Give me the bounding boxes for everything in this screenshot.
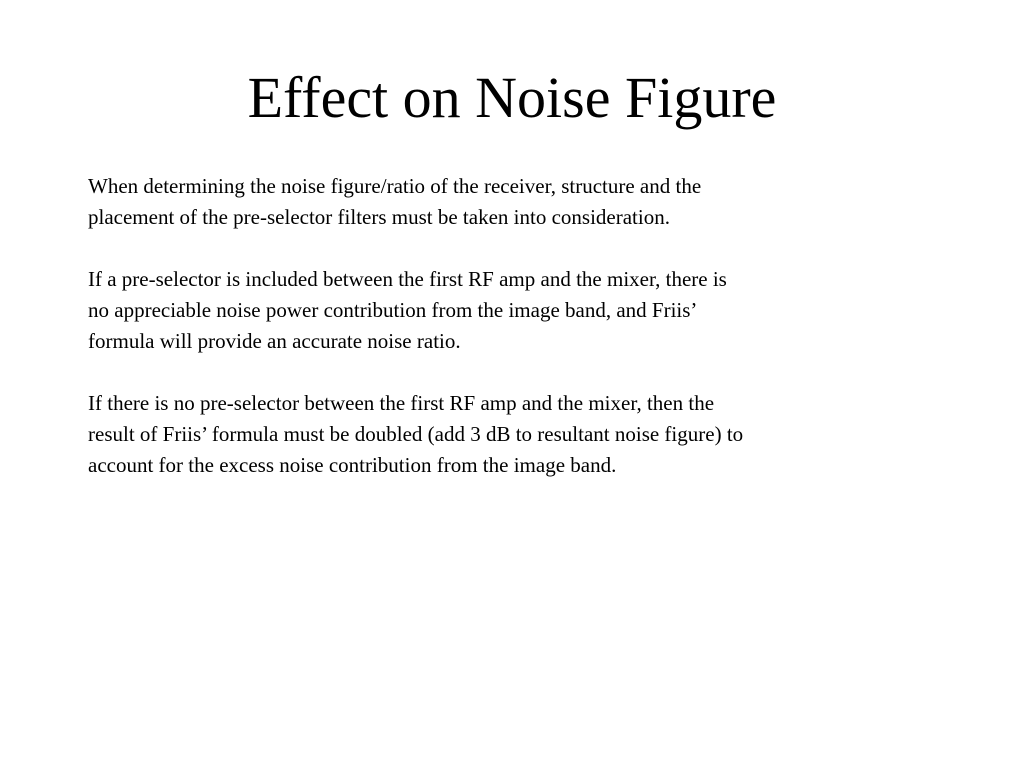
- paragraph-line: placement of the pre-selector filters must be taken into consideration.: [88, 205, 670, 229]
- slide-body: [88, 171, 938, 512]
- paragraph-line: no appreciable noise power contribution from the image band, and Friis’: [88, 298, 698, 322]
- slide-title: Effect on Noise Figure: [247, 65, 777, 130]
- paragraph-line: If a pre-selector is included between the first RF amp and the mixer, there is: [88, 267, 727, 291]
- paragraph-with-preselector: [88, 264, 938, 357]
- paragraph-structure: [88, 171, 938, 233]
- paragraph-line: result of Friis’ formula must be doubled (add 3 dB to resultant noise figure) to: [88, 422, 744, 446]
- paragraph-line: account for the excess noise contribution from the image band.: [88, 453, 617, 477]
- paragraph-line: When determining the noise figure/ratio of the receiver, structure and the: [88, 174, 702, 198]
- paragraph-line: formula will provide an accurate noise ratio.: [88, 329, 461, 353]
- paragraph-without-preselector: [88, 388, 938, 481]
- paragraph-line: If there is no pre-selector between the first RF amp and the mixer, then the: [88, 391, 715, 415]
